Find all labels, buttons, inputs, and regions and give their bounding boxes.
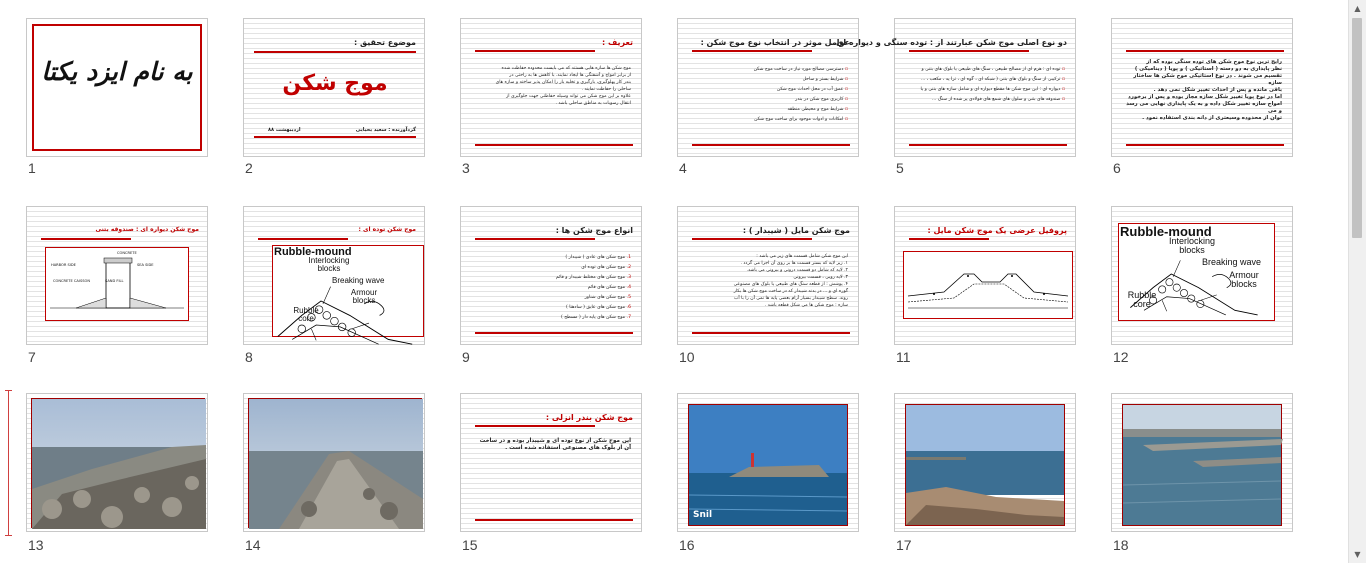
list-item: سازه : موج شکن ها می شکل قطعه باشد . <box>764 303 848 308</box>
slide-thumbnail-11[interactable] <box>894 206 1076 345</box>
list-item: امکانات و ادوات موجود برای ساخت موج شکن <box>754 117 844 122</box>
diagram-label-core: Rubble core <box>293 306 319 323</box>
list-item: امواج سازه تغییر شکل داده و به یک پایداری نهایی می رسد و می <box>1126 101 1282 114</box>
list-item: نظر پایداری به دو دسته ( استاتیکی ) و پویا ( دینامیکی ) <box>1134 66 1282 72</box>
diagram-label-interlock: Interlocking blocks <box>308 256 350 273</box>
title-underline <box>909 238 989 240</box>
bullet-icon: ▫ <box>1060 87 1065 92</box>
footer-line <box>475 332 633 334</box>
title-underline <box>692 50 812 52</box>
footer-line <box>475 519 633 521</box>
footer-line <box>254 136 416 138</box>
list-item: باقی مانده و پس از احداث تغییر شکل نمی دهد . <box>1153 87 1282 93</box>
title-underline <box>692 238 812 240</box>
slide-body <box>690 65 848 125</box>
bullet-icon: ▫ <box>1060 97 1065 102</box>
list-item: موج شکن های عایق ( سادهتا ) <box>565 305 626 310</box>
slide-photo <box>905 404 1065 526</box>
footer-line <box>909 144 1067 146</box>
list-item: انتقال رسوبات به مناطق ساحلی باشد . <box>555 101 631 106</box>
slide-photo <box>31 398 205 528</box>
list-item: گوره ای و ... در بدنه شیبدار که در ساخت موج شکن ها بکار <box>733 289 848 294</box>
slide-title: موج شکن توده ای : <box>358 226 416 233</box>
slide-thumbnail-12[interactable] <box>1111 206 1293 345</box>
slide-thumbnail-14[interactable] <box>243 393 425 532</box>
list-item: توان از محدوده وسیعتری از دانه بندی استفاده نمود . <box>1142 115 1282 121</box>
list-item: از برابر امواج و آشفتگی ها ایجاد نمایند. با کاهش ها به راحتی در <box>509 73 631 78</box>
diagram-label: HARBOR SIDE <box>51 263 76 267</box>
list-number: 3. <box>625 275 631 280</box>
title-underline <box>254 51 416 53</box>
list-item: موج شکن های قائم <box>587 285 626 290</box>
list-item: شرایط بستر و ساحل <box>802 77 844 82</box>
scroll-down-icon[interactable]: ▼ <box>1354 550 1361 559</box>
list-item: رایج ترین نوع موج شکن های توده سنگی بوده که از <box>1146 59 1282 65</box>
slide-thumbnail-15[interactable] <box>460 393 642 532</box>
title-underline <box>1126 50 1284 52</box>
slide-thumbnail-17[interactable] <box>894 393 1076 532</box>
diagram-label-armour: Armour blocks <box>1229 270 1259 289</box>
slide-number: 5 <box>896 160 904 176</box>
list-number: 7. <box>625 315 631 320</box>
bullet-icon: ▫ <box>843 117 848 122</box>
slide-body <box>690 253 848 309</box>
slide-number: 11 <box>896 349 911 365</box>
list-item: موج شکن های شناور <box>584 295 626 300</box>
slide-number: 12 <box>1113 349 1129 365</box>
author-text: گردآورنده : سعید یحیایی <box>355 127 416 133</box>
slide-number: 15 <box>462 537 478 553</box>
vertical-scrollbar[interactable] <box>1348 0 1366 563</box>
list-item: بندر کار پهلوگیری، بارگیری و تخلیه بار را امکان پذیر ساخته و سازه های <box>495 80 631 85</box>
bullet-icon: ▫ <box>1060 67 1065 72</box>
footer-line <box>692 144 850 146</box>
slide-body <box>473 253 631 323</box>
bullet-icon: ▫ <box>843 97 848 102</box>
title-underline <box>475 425 595 427</box>
list-item: ۴. پوشش : از قطعه سنگ های طبیعی یا بلوک های مصنوعی <box>733 282 848 287</box>
scrollbar-thumb[interactable] <box>1352 18 1362 238</box>
slide-thumbnail-7[interactable] <box>26 206 208 345</box>
list-item: ساحلی را حفاظت نمایند . <box>581 87 631 92</box>
bullet-icon: ▫ <box>843 67 848 72</box>
list-item: موج شکن های پایه دار ( مسطح ) <box>560 315 626 320</box>
title-underline <box>909 50 1029 52</box>
bullet-icon: ▫ <box>843 77 848 82</box>
list-item: اما در نوع پویا تغییر شکل سازه مجاز بوده و پس از برخورد <box>1128 94 1282 100</box>
slide-thumbnail-9[interactable] <box>460 206 642 345</box>
slide-number: 1 <box>28 160 36 176</box>
selection-marker <box>8 390 9 536</box>
slide-thumbnail-8[interactable] <box>243 206 425 345</box>
slide-thumbnail-2[interactable] <box>243 18 425 157</box>
diagram-label: CONCRETE CAISSON <box>53 279 91 283</box>
footer-line <box>1126 144 1284 146</box>
date-text: اردیبهشت ۸۸ <box>268 127 301 133</box>
diagram-label-head: Rubble-mound <box>1120 224 1212 239</box>
title-frame <box>32 24 202 151</box>
list-item: دیواره ای : این موج شکن ها مقطع دیواره ای و شامل سازه های بتنی و یا <box>920 87 1061 92</box>
list-item: صندوقه های بتنی و سلول های شمع های فولادی پر شده از سنگ ... <box>931 97 1061 102</box>
diagram-label: CONCRETE <box>117 251 137 255</box>
slide-thumbnail-6[interactable] <box>1111 18 1293 157</box>
list-item: کاربری موج شکن در بندر <box>795 97 844 102</box>
list-item: عمق آب در محل احداث موج شکن <box>776 87 844 92</box>
list-item: ۳. لایه رویی ، قسمت بیرونی <box>793 275 848 280</box>
list-item: ترکیبی از سنگ و بلوک های بتنی ( شبکه ای ، گوه ای ، ترا پد ، مکعب ، ... <box>920 77 1061 82</box>
slide-thumbnail-10[interactable] <box>677 206 859 345</box>
svg-text:Snil: Snil <box>693 510 713 520</box>
slide-number: 2 <box>245 160 253 176</box>
list-item: تقسیم می شوند . در نوع استاتیکی موج شکن ها ساختار سازه <box>1133 73 1282 86</box>
slide-thumbnail-18[interactable] <box>1111 393 1293 532</box>
diagram-label-interlock: Interlocking blocks <box>1168 236 1216 255</box>
title-underline <box>258 238 348 240</box>
slide-title: عوامل موثر در انتخاب نوع موج شکن : <box>700 38 850 47</box>
slide-thumbnail-13[interactable] <box>26 393 208 532</box>
diagram-label-wave: Breaking wave <box>1202 257 1262 267</box>
list-item: شرایط موج و محیطی منطقه <box>787 107 844 112</box>
slide-title: موضوع تحقیق : <box>354 38 416 47</box>
scroll-up-icon[interactable]: ▲ <box>1354 4 1361 13</box>
list-number: 1. <box>625 255 631 260</box>
slide-number: 13 <box>28 537 44 553</box>
list-item: موج شکن های توده ای <box>581 265 626 270</box>
bullet-icon: ▫ <box>843 107 848 112</box>
slide-body <box>907 65 1065 105</box>
diagram-label-wave: Breaking wave <box>332 276 385 285</box>
list-item: موج شکن ها سازه هایی هستند که می بایست محدوده حفاظت شده <box>501 66 631 71</box>
slide-photo <box>248 398 422 528</box>
title-underline <box>475 50 595 52</box>
bullet-icon: ▫ <box>1060 77 1065 82</box>
slide-number: 8 <box>245 349 253 365</box>
diagram-label: SAND FILL <box>105 279 124 283</box>
slide-number: 10 <box>679 349 695 365</box>
diagram-label: SEA SIDE <box>137 263 154 267</box>
list-item: دسترسی مصالح مورد نیاز در ساخت موج شکن <box>753 67 844 72</box>
list-number: 6. <box>625 305 631 310</box>
slide-number: 17 <box>896 537 912 553</box>
profile-diagram <box>903 251 1073 319</box>
slide-number: 9 <box>462 349 470 365</box>
slide-number: 6 <box>1113 160 1121 176</box>
footer-line <box>475 144 633 146</box>
caisson-diagram <box>45 247 189 321</box>
title-underline <box>41 238 131 240</box>
calligraphy-heading: به نام ایزد یکتا <box>41 57 193 86</box>
list-item: آن از بلوک های مصنوعی استفاده شده است . <box>505 445 631 451</box>
slide-title: دو نوع اصلی موج شکن عبارتند از : توده سنگی و دیواره ای . <box>830 38 1067 47</box>
slide-thumbnail-1[interactable] <box>26 18 208 157</box>
list-item: موج شکن های مختلط شیبدار و قائم <box>555 275 626 280</box>
list-item: موج شکن های عادی ( شیبدار ) <box>565 255 626 260</box>
diagram-label-core: Rubble core <box>1127 290 1157 309</box>
slide-number: 7 <box>28 349 36 365</box>
diagram-label-head: Rubble-mound <box>274 246 352 258</box>
list-item: ۱. زیر لایه که بستر قسمت ها بر روی آن اجرا می گردد . <box>740 261 848 266</box>
slide-title: انواع موج شکن ها : <box>555 226 633 235</box>
slide-number: 3 <box>462 160 470 176</box>
slide-number: 18 <box>1113 537 1129 553</box>
slide-number: 16 <box>679 537 695 553</box>
footer-line <box>692 332 850 334</box>
slide-body <box>473 65 631 107</box>
diagram-label-armour: Armour blocks <box>350 288 378 305</box>
list-number: 2. <box>625 265 631 270</box>
slide-title: موج شکن بندر انزلی : <box>545 413 633 422</box>
list-number: 4. <box>625 285 631 290</box>
list-item: این موج شکن شامل قسمت های زیر می باشد : <box>756 254 848 259</box>
slide-thumbnail-3[interactable] <box>460 18 642 157</box>
slide-body <box>473 438 631 452</box>
list-item: علاوه بر این موج شکن می تواند وسیله حفاظتی جهت جلوگیری از <box>506 94 631 99</box>
bullet-icon: ▫ <box>843 87 848 92</box>
list-item: روند. سطح شیبدار بسیار آرام بعضی پایه ها نمی آن را با آب <box>734 296 848 301</box>
slide-title: تعریف : <box>601 38 633 47</box>
slide-thumbnail-5[interactable] <box>830 18 1076 157</box>
slide-photo <box>688 404 848 526</box>
slide-body <box>1124 59 1282 122</box>
slide-number: 4 <box>679 160 687 176</box>
slide-title: پروفیل عرضی یک موج شکن مایل : <box>927 226 1067 235</box>
slide-thumbnail-16[interactable] <box>677 393 859 532</box>
slide-number: 14 <box>245 537 261 553</box>
title-underline <box>475 238 595 240</box>
slide-photo <box>1122 404 1282 526</box>
list-item: توده ای : هرم ای از مصالح طبیعی ، سنگ های طبیعی یا بلوک های بتنی و <box>921 67 1061 72</box>
big-title: موج شکن <box>282 71 388 96</box>
list-number: 5. <box>625 295 631 300</box>
list-item: ۲. لایه که شامل دو قسمت درونی و بیرونی می باشد. <box>746 268 848 273</box>
slide-title: موج شکن مایل ( شیبدار ) : <box>742 226 850 235</box>
slide-title: موج شکن دیواره ای : صندوقه بتنی <box>95 226 199 233</box>
list-item: این موج شکن از نوع توده ای و شیبدار بوده و در ساخت <box>479 438 631 444</box>
